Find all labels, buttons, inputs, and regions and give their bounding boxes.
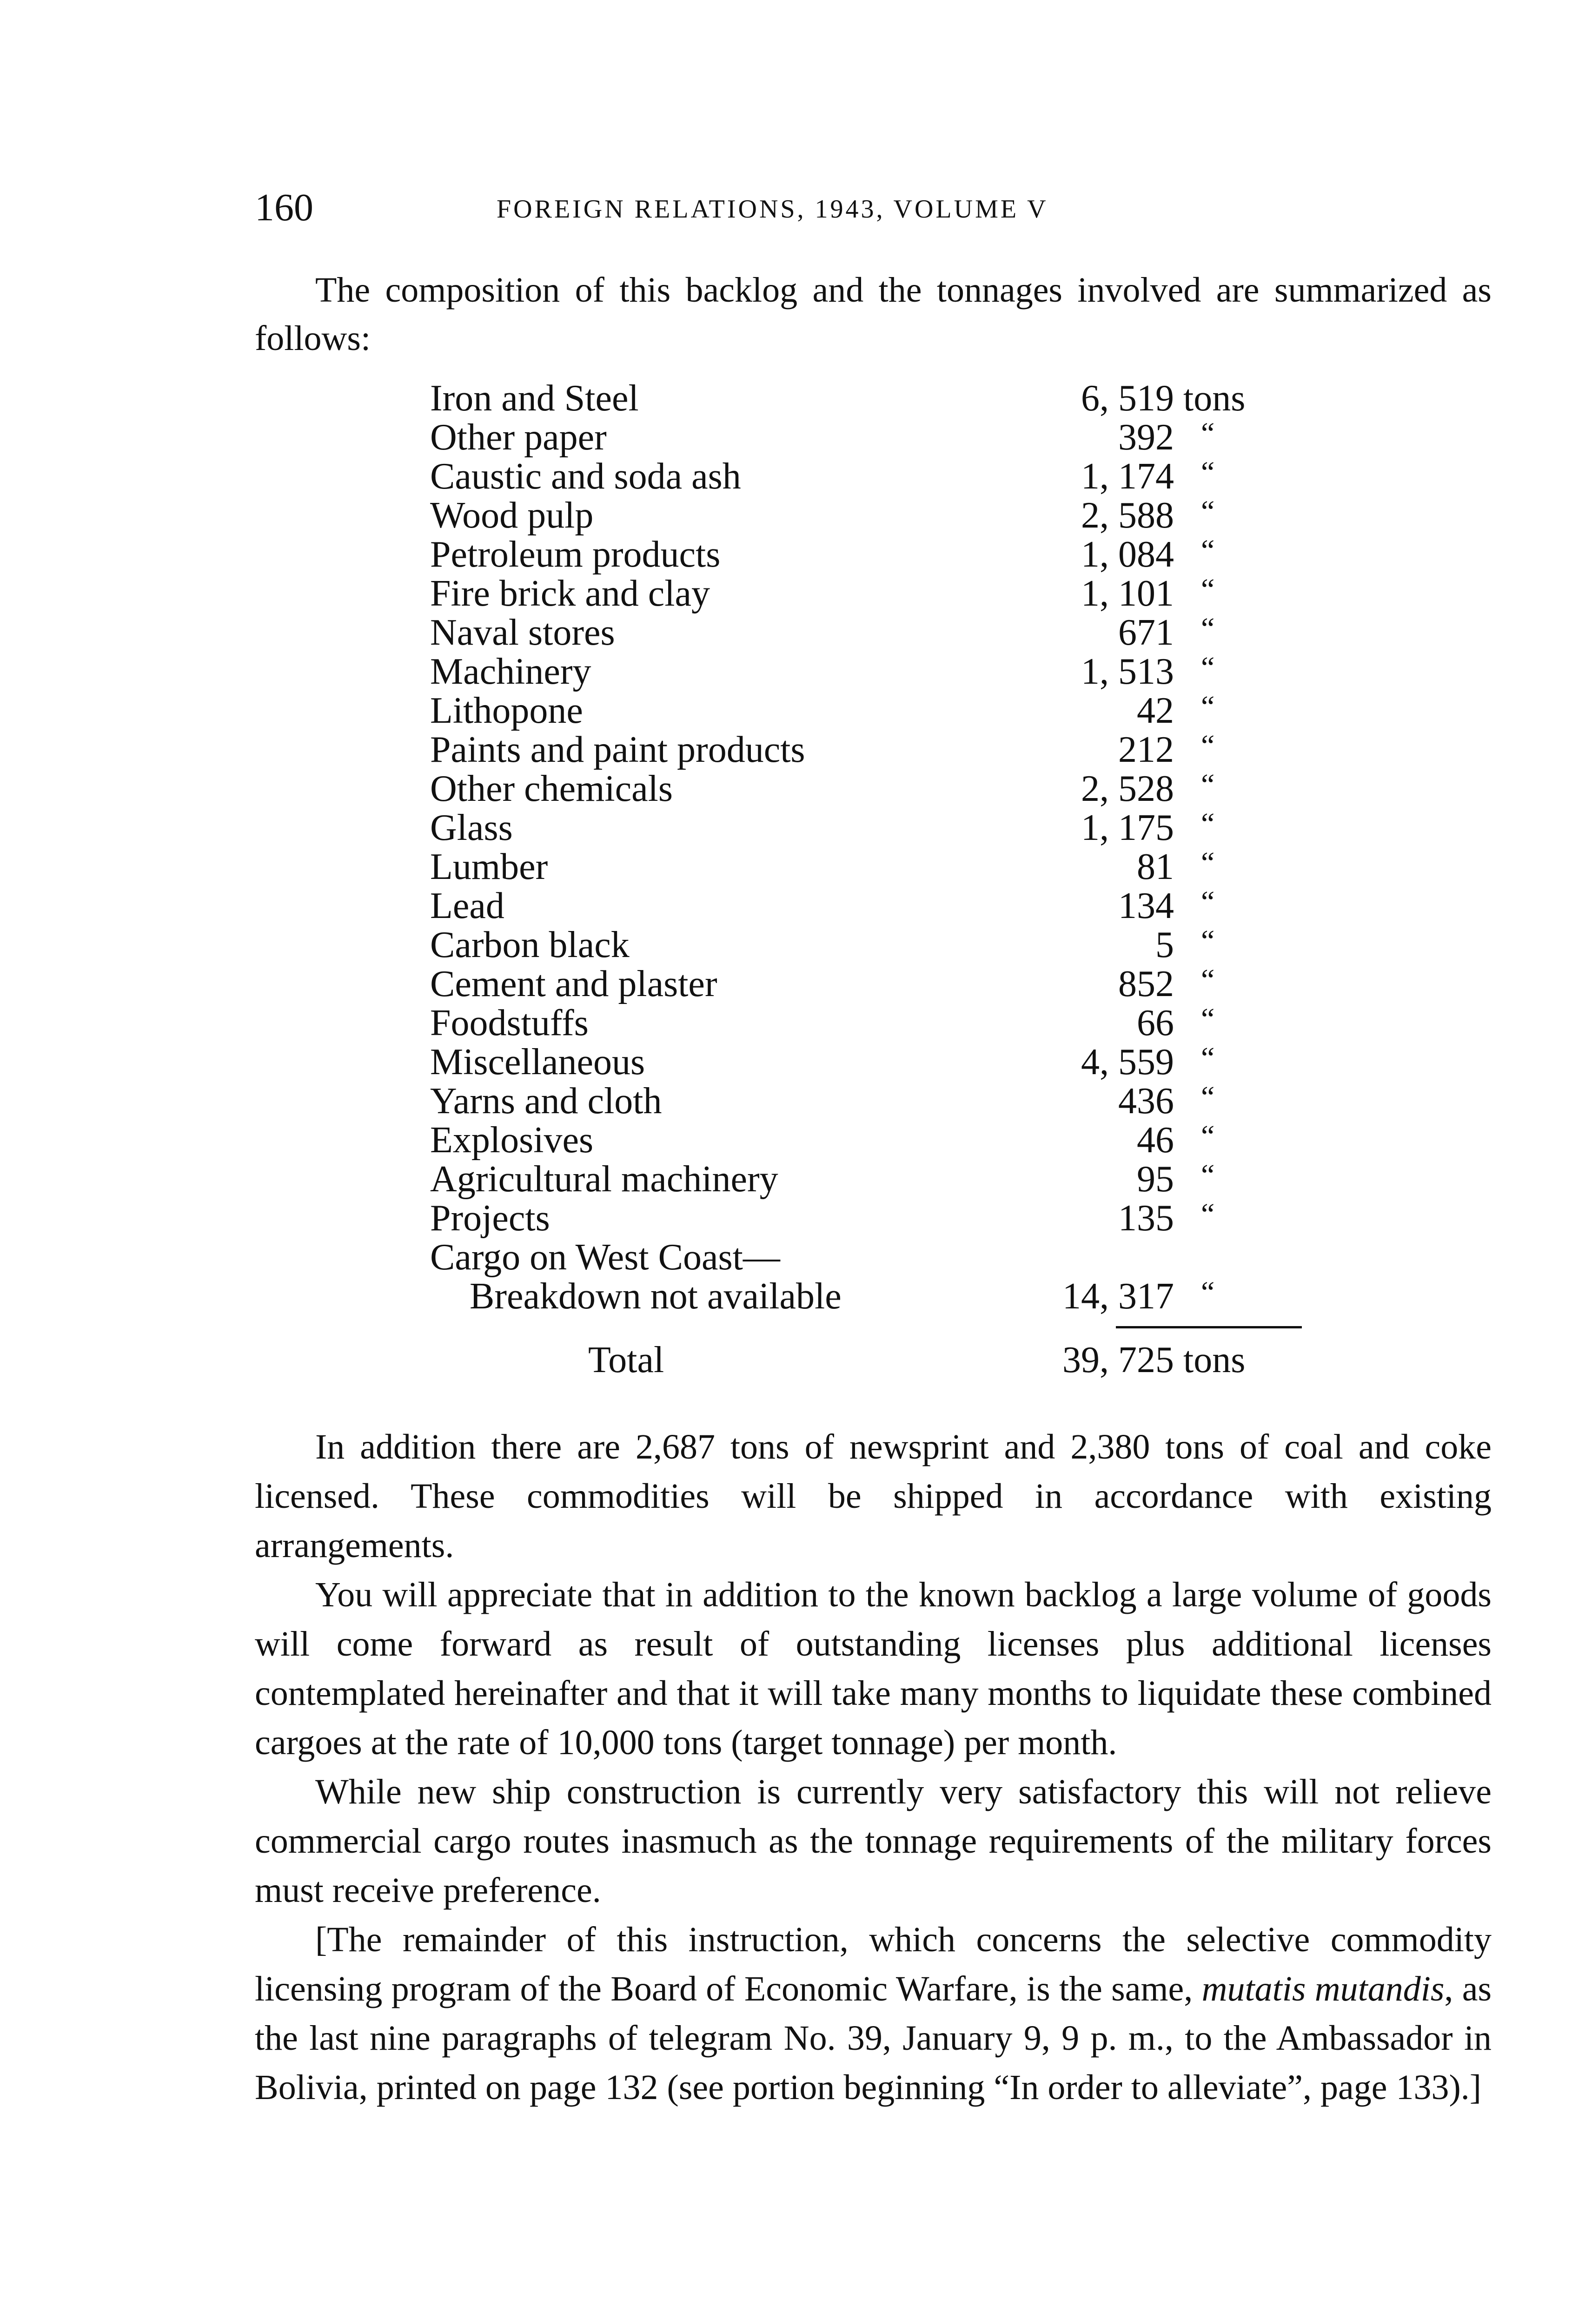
- table-row: [430, 886, 1360, 925]
- commodity-label: Paints and paint products: [430, 729, 805, 770]
- tonnage-value: 81: [1137, 846, 1174, 887]
- unit-label: “: [1201, 1197, 1215, 1231]
- unit-label: “: [1201, 1119, 1215, 1153]
- table-row: [430, 613, 1360, 652]
- paragraph-newsprint: In addition there are 2,687 tons of newsprint and 2,380 tons of coal and coke licensed. These commodities will be shipped in accordance with existing arrangements.: [255, 1427, 1492, 1565]
- commodity-label: Agricultural machinery: [430, 1159, 778, 1200]
- tonnage-value: 135: [1118, 1198, 1174, 1239]
- unit-label: “: [1201, 963, 1215, 997]
- commodity-label: Other chemicals: [430, 768, 673, 809]
- table-row: [430, 535, 1360, 574]
- unit-label: “: [1201, 651, 1215, 685]
- remainder-note-italic: mutatis mutandis: [1201, 1969, 1445, 2008]
- table-row: [430, 1121, 1360, 1160]
- unit-label: “: [1201, 807, 1215, 841]
- tonnage-value: 14, 317: [1062, 1276, 1174, 1317]
- tonnage-value: 46: [1137, 1120, 1174, 1161]
- table-row: [430, 1277, 1360, 1316]
- tonnage-value: 1, 174: [1081, 456, 1174, 497]
- commodity-label: Cargo on West Coast—: [430, 1237, 780, 1278]
- table-row: [430, 418, 1360, 457]
- commodity-label: Breakdown not available: [470, 1276, 842, 1317]
- table-row: [430, 379, 1360, 418]
- commodity-label: Miscellaneous: [430, 1042, 645, 1083]
- tonnage-value: 1, 175: [1081, 807, 1174, 848]
- paragraph-ship-construction: While new ship construction is currently very satisfactory this will not relieve commercial cargo routes inasmuch as the tonnage requirements of the military forces must receive preference.: [255, 1772, 1492, 1910]
- tonnage-table: [430, 378, 1360, 1380]
- unit-label: “: [1201, 846, 1215, 880]
- commodity-label: Lithopone: [430, 690, 583, 731]
- tonnage-value: 42: [1137, 690, 1174, 731]
- intro-paragraph: [255, 266, 1492, 363]
- tonnage-value: 2, 588: [1081, 495, 1174, 536]
- commodity-label: Lumber: [430, 846, 548, 887]
- table-row: [430, 652, 1360, 691]
- table-row: [430, 691, 1360, 730]
- table-row: [430, 1004, 1360, 1043]
- remainder-note-end: , as the last nine paragraphs of telegram No. 39, January 9, 9 p. m., to the Ambassador in Bolivia, printed on page 132 (see portion beginning “In order to alleviate”, page 133).]: [255, 1969, 1492, 2107]
- unit-label: “: [1201, 1275, 1215, 1309]
- commodity-label: Iron and Steel: [430, 378, 639, 419]
- tonnage-value: 95: [1137, 1159, 1174, 1200]
- commodity-label: Fire brick and clay: [430, 573, 710, 614]
- paragraph-remainder-note: [255, 1915, 1492, 2112]
- unit-label: “: [1201, 534, 1215, 568]
- table-row: [430, 925, 1360, 964]
- total-value: 39, 725: [1062, 1340, 1174, 1380]
- commodity-label: Caustic and soda ash: [430, 456, 741, 497]
- remainder-note-start: [The remainder of this instruction, which concerns the selective commodity licensing program of the Board of Economic Warfare, is the same,: [255, 1920, 1492, 2008]
- unit-label: “: [1201, 729, 1215, 763]
- tonnage-value: 2, 528: [1081, 768, 1174, 809]
- page-number: 160: [255, 186, 313, 229]
- paragraph-backlog: You will appreciate that in addition to the known backlog a large volume of goods will come forward as result of outstanding licenses plus additional licenses contemplated hereinafter and that it will take many months to liquidate these combined cargoes at the rate of 10,000 tons (target tonnage) per month.: [255, 1575, 1492, 1762]
- tonnage-value: 66: [1137, 1003, 1174, 1043]
- unit-label: “: [1201, 924, 1215, 958]
- unit-label: “: [1201, 495, 1215, 528]
- commodity-label: Naval stores: [430, 612, 615, 653]
- table-row: [430, 1238, 1360, 1277]
- commodity-label: Petroleum products: [430, 534, 721, 575]
- commodity-label: Machinery: [430, 651, 591, 692]
- tonnage-value: 1, 084: [1081, 534, 1174, 575]
- table-row: [430, 1082, 1360, 1121]
- unit-label: “: [1201, 1002, 1215, 1036]
- unit-label: “: [1201, 885, 1215, 919]
- intro-text: The composition of this backlog and the tonnages involved are summarized as follows:: [255, 271, 1492, 358]
- unit-label: tons: [1183, 378, 1246, 419]
- table-row: [430, 1160, 1360, 1199]
- unit-label: “: [1201, 1041, 1215, 1075]
- table-row: [430, 496, 1360, 535]
- tonnage-value: 436: [1118, 1081, 1174, 1122]
- tonnage-value: 212: [1118, 729, 1174, 770]
- commodity-label: Projects: [430, 1198, 550, 1239]
- tonnage-value: 1, 101: [1081, 573, 1174, 614]
- table-row: [430, 457, 1360, 496]
- table-row: [430, 847, 1360, 886]
- tonnage-value: 671: [1118, 612, 1174, 653]
- tonnage-value: 1, 513: [1081, 651, 1174, 692]
- commodity-label: Wood pulp: [430, 495, 594, 536]
- commodity-label: Foodstuffs: [430, 1003, 589, 1043]
- body-text: [255, 1422, 1492, 2112]
- total-row: [430, 1339, 1360, 1381]
- total-unit: tons: [1183, 1340, 1246, 1380]
- tonnage-value: 134: [1118, 885, 1174, 926]
- commodity-label: Other paper: [430, 417, 607, 458]
- tonnage-value: 5: [1155, 924, 1174, 965]
- tonnage-value: 6, 519: [1081, 378, 1174, 419]
- running-title: FOREIGN RELATIONS, 1943, VOLUME V: [497, 195, 1048, 224]
- unit-label: “: [1201, 573, 1215, 607]
- unit-label: “: [1201, 1158, 1215, 1192]
- table-row: [430, 730, 1360, 769]
- unit-label: “: [1201, 690, 1215, 724]
- table-row: [430, 808, 1360, 847]
- unit-label: “: [1201, 612, 1215, 646]
- table-row: [430, 1199, 1360, 1238]
- tonnage-value: 4, 559: [1081, 1042, 1174, 1083]
- tonnage-value: 852: [1118, 964, 1174, 1004]
- commodity-label: Cement and plaster: [430, 964, 717, 1004]
- commodity-label: Lead: [430, 885, 504, 926]
- unit-label: “: [1201, 1080, 1215, 1114]
- commodity-label: Carbon black: [430, 924, 630, 965]
- table-row: [430, 1043, 1360, 1082]
- commodity-label: Yarns and cloth: [430, 1081, 662, 1122]
- unit-label: “: [1201, 768, 1215, 802]
- table-row: [430, 574, 1360, 613]
- commodity-label: Glass: [430, 807, 513, 848]
- unit-label: “: [1201, 456, 1215, 489]
- commodity-label: Explosives: [430, 1120, 594, 1161]
- table-row: [430, 769, 1360, 808]
- total-label: Total: [588, 1340, 664, 1380]
- total-rule: [1116, 1326, 1302, 1328]
- running-head: [255, 182, 1492, 233]
- tonnage-value: 392: [1118, 417, 1174, 458]
- table-row: [430, 964, 1360, 1004]
- unit-label: “: [1201, 416, 1215, 450]
